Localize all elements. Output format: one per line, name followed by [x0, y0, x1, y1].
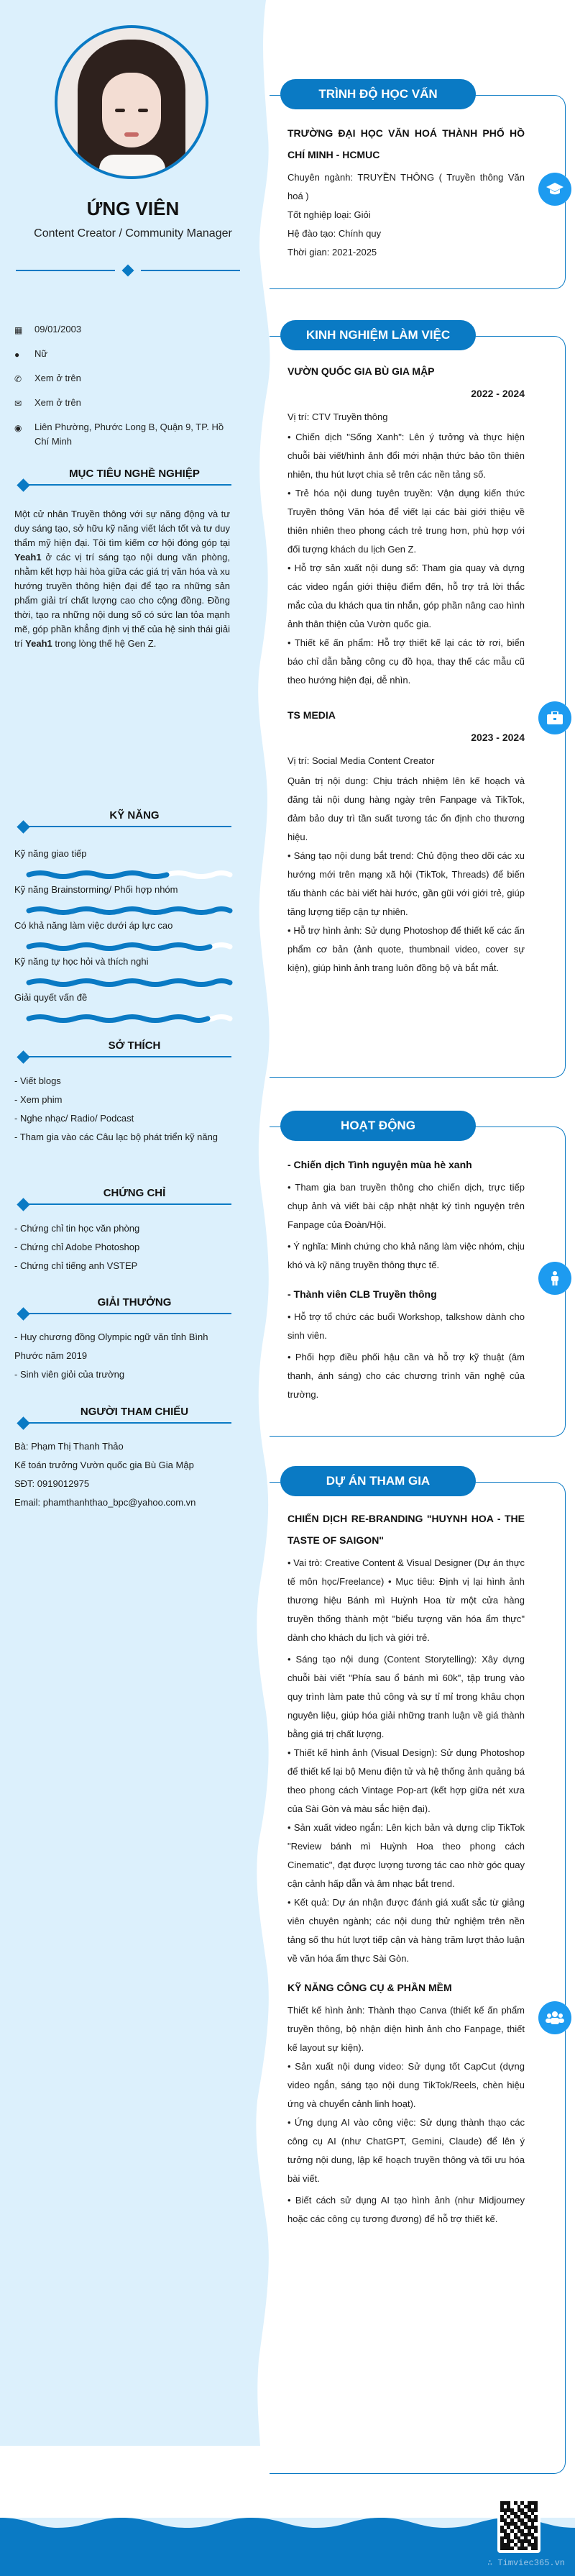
hobbies-list	[14, 1072, 230, 1147]
projects-body	[288, 1508, 525, 2229]
objective-heading: MỤC TIÊU NGHỀ NGHIỆP	[16, 468, 231, 489]
skill-progress-bar	[26, 870, 236, 879]
activity-bullet: • Ý nghĩa: Minh chứng cho khả năng làm việc nhóm, chịu khó và kỹ năng truyền thông thực tế.	[288, 1241, 525, 1270]
avatar-shirt	[99, 155, 165, 179]
project-bullet: • Kết quả: Dự án nhận được đánh giá xuất sắc từ giảng viên chuyên ngành; các nội dung thử nghiệm trên nền tảng số thu hút lượt tiếp cận và hàng trăm lượt thảo luận về văn hóa ẩm thực Sài Gòn.	[288, 1897, 525, 1964]
certificate-item: - Chứng chỉ tiếng anh VSTEP	[14, 1260, 138, 1271]
info-gender: ● Nữ	[14, 347, 230, 362]
skill-label: Kỹ năng Brainstorming/ Phối hợp nhóm	[14, 884, 178, 895]
hobby-item: - Viết blogs	[14, 1075, 61, 1086]
candidate-role: Content Creator / Community Manager	[34, 227, 232, 240]
tool-item: Thiết kế hình ảnh: Thành thạo Canva (thiết kế ấn phẩm truyền thông, bộ nhận diện hình ảnh cho Fanpage, thiết kế layout sự kiện).	[288, 2005, 525, 2053]
award-item: - Sinh viên giỏi của trường	[14, 1369, 125, 1380]
reference-title: Kế toán trưởng Vườn quốc gia Bù Gia Mập	[14, 1460, 194, 1470]
education-period: Thời gian: 2021-2025	[288, 247, 377, 258]
hobby-item: - Nghe nhạc/ Radio/ Podcast	[14, 1113, 134, 1124]
skill-label: Có khả năng làm việc dưới áp lực cao	[14, 920, 173, 931]
school-name: TRƯỜNG ĐẠI HỌC VĂN HOÁ THÀNH PHỐ HỒ CHÍ MINH - HCMUC	[288, 127, 525, 160]
personal-info	[14, 322, 230, 458]
skill-progress-bar	[26, 978, 236, 987]
activity-name: - Chiến dịch Tình nguyện mùa hè xanh	[288, 1159, 472, 1170]
group-icon	[538, 2001, 571, 2034]
awards-heading: GIẢI THƯỞNG	[16, 1296, 231, 1318]
project-bullet: • Sáng tạo nội dung (Content Storytelling): Xây dựng chuỗi bài viết "Phía sau ổ bánh mì 60k", tập trung vào quy trình làm pate thủ công và sự tỉ mỉ trong khâu chọn nguyên liệu, giúp hóa giải những tranh luận về giá thành bằng giá trị chất lượng.	[288, 1654, 525, 1739]
reference-email: Email: phamthanhthao_bpc@yahoo.com.vn	[14, 1497, 196, 1508]
skill-item	[14, 991, 230, 1023]
project-bullet: • Thiết kế hình ảnh (Visual Design): Sử dụng Photoshop để thiết kế lại bộ Menu điện tử và hệ thống ảnh quảng bá theo phong cách Vintage Pop-art (kết hợp giữa nét xưa của Sài Gòn và màu sắc hiện đại).	[288, 1747, 525, 1814]
skill-label: Kỹ năng tự học hỏi và thích nghi	[14, 956, 149, 967]
briefcase-icon	[538, 701, 571, 734]
qr-code	[497, 2498, 540, 2553]
tool-item: • Ứng dụng AI vào công việc: Sử dụng thành thạo các công cụ AI (như ChatGPT, Gemini, Claude) để lên ý tưởng nội dung, lập kế hoạch truyền thông và tối ưu hóa bài viết.	[288, 2117, 525, 2184]
activities-section	[270, 1111, 566, 1437]
skill-item	[14, 847, 230, 879]
job-bullet: Quản trị nội dung: Chịu trách nhiệm lên kế hoạch và đăng tải nội dung hàng ngày trên Fanpage và TikTok, đảm bảo duy trì tần suất tương tác ổn định cho thương hiệu.	[288, 775, 525, 842]
skill-item	[14, 955, 230, 987]
skill-label: Kỹ năng giao tiếp	[14, 848, 87, 859]
activity-bullet: • Tham gia ban truyền thông cho chiến dịch, trực tiếp chụp ảnh và viết bài cập nhật nhật ký tình nguyện trên Fanpage của Đoàn/Hội.	[288, 1182, 525, 1230]
job-period: 2023 - 2024	[471, 732, 525, 743]
job-bullet: • Thiết kế ấn phẩm: Hỗ trợ thiết kế lại các tờ rơi, biển báo chỉ dẫn bằng công cụ đồ họa, thay thế các mẫu cũ theo hướng hiện đại, dễ nhìn.	[288, 637, 525, 686]
certificate-item: - Chứng chỉ tin học văn phòng	[14, 1223, 140, 1234]
job-entry	[288, 704, 525, 978]
avatar-lips	[124, 132, 139, 137]
skill-progress-bar	[26, 942, 236, 951]
job-position: Vị trí: Social Media Content Creator	[288, 755, 435, 766]
activities-heading: HOẠT ĐỘNG	[280, 1111, 476, 1141]
candidate-name: ỨNG VIÊN	[86, 198, 180, 219]
user-icon: ●	[14, 350, 20, 360]
info-birthdate: ▦ 09/01/2003	[14, 322, 230, 337]
reference-name: Bà: Phạm Thị Thanh Thảo	[14, 1441, 124, 1452]
education-heading: TRÌNH ĐỘ HỌC VẤN	[280, 79, 476, 109]
hobbies-heading: SỞ THÍCH	[16, 1039, 231, 1061]
projects-heading: DỰ ÁN THAM GIA	[280, 1466, 476, 1496]
activity-bullet: • Phối hợp điều phối hậu cần và hỗ trợ kỹ thuật (âm thanh, ánh sáng) cho các chương trình văn nghệ của trường.	[288, 1352, 525, 1400]
awards-list	[14, 1328, 230, 1384]
tool-item: • Sản xuất nội dung video: Sử dụng tốt CapCut (dựng video ngắn, sáng tạo nội dung TikTok/Reels, chèn hiệu ứng và chuyển cảnh linh hoạt).	[288, 2061, 525, 2109]
experience-body	[288, 360, 525, 978]
avatar-eye	[138, 109, 148, 112]
education-section	[270, 79, 566, 289]
certificate-item: - Chứng chỉ Adobe Photoshop	[14, 1242, 140, 1252]
skill-progress-bar	[26, 1014, 236, 1023]
phone-icon: ✆	[14, 374, 22, 384]
references-list	[14, 1437, 230, 1512]
job-entry	[288, 360, 525, 690]
skill-item	[14, 883, 230, 915]
activity-name: - Thành viên CLB Truyền thông	[288, 1288, 437, 1300]
graduation-cap-icon	[538, 173, 571, 206]
title-divider	[16, 266, 240, 275]
education-grade: Tốt nghiệp loại: Giỏi	[288, 209, 371, 220]
projects-section	[270, 1466, 566, 2474]
tool-item: • Biết cách sử dụng AI tạo hình ảnh (như Midjourney hoặc các công cụ tương đương) để hỗ trợ thiết kế.	[288, 2195, 525, 2224]
job-bullet: • Chiến dịch "Sống Xanh": Lên ý tưởng và thực hiện chuỗi bài viết/hình ảnh đổi mới nhận thức bảo tồn thiên nhiên, thu hút lượt chia sẻ trên các nền tảng số.	[288, 432, 525, 480]
job-bullet: • Hỗ trợ hình ảnh: Sử dụng Photoshop để thiết kế các ấn phẩm cơ bản (ảnh quote, thumbnail video, cover sự kiện), giúp hình ảnh trang luôn đồng bộ và bắt mắt.	[288, 925, 525, 973]
activities-body	[288, 1154, 525, 1404]
activity-bullet: • Hỗ trợ tổ chức các buổi Workshop, talkshow dành cho sinh viên.	[288, 1311, 525, 1341]
qr-code-pattern	[500, 2501, 538, 2550]
skill-label: Giải quyết vấn đề	[14, 992, 88, 1003]
skill-item	[14, 919, 230, 951]
objective-text: Một cử nhân Truyền thông với sự năng động và tư duy sáng tạo, sở hữu kỹ năng viết lách tốt và tư duy thẩm mỹ hiện đại. Tôi tìm kiếm cơ hội đóng góp tại Yeah1 ở các vị trí sáng tạo nội dung văn phòng, nhằm kết hợp hài hòa giữa các giá trị văn hóa và xu hướng truyền thông hiện đại để tạo ra những sản phẩm giải trí chất lượng cao cho cộng đồng. Đồng thời, tạo ra những nội dung số có sức lan tỏa mạnh mẽ, góp phần khẳng định vị thế của hệ sinh thái giải trí Yeah1 trong lòng thế hệ Gen Z.	[14, 509, 230, 649]
job-bullet: • Sáng tạo nội dung bắt trend: Chủ động theo dõi các xu hướng mới trên mạng xã hội (TikTok, Threads) để biến tấu thành các bài viết hài hước, gần gũi với giới trẻ, giúp tăng lượng tiếp cận tự nhiên.	[288, 850, 525, 917]
project-bullet: • Sản xuất video ngắn: Lên kịch bản và dựng clip TikTok "Review bánh mì Huỳnh Hoa theo phong cách Cinematic", đạt được lượng tương tác cao nhờ góc quay cận cảnh hấp dẫn và âm nhạc bắt trend.	[288, 1822, 525, 1889]
experience-heading: KINH NGHIỆM LÀM VIỆC	[280, 320, 476, 350]
info-email: ✉ Xem ở trên	[14, 396, 230, 411]
skill-progress-bar	[26, 906, 236, 915]
person-icon	[538, 1262, 571, 1295]
hobby-item: - Xem phim	[14, 1094, 63, 1105]
project-bullet: • Vai trò: Creative Content & Visual Designer (Dự án thực tế môn học/Freelance) • Mục tiêu: Định vị lại hình ảnh thương hiệu Bánh mì Huỳnh Hoa từ một cửa hàng truyền thống thành một "biểu tượng văn hóa ẩm thực" dành cho khách du lịch và giới trẻ.	[288, 1557, 525, 1643]
references-heading: NGƯỜI THAM CHIẾU	[16, 1406, 231, 1427]
info-address: ◉ Liên Phường, Phước Long B, Quận 9, TP. Hồ Chí Minh	[14, 422, 224, 447]
hobby-item: - Tham gia vào các Câu lạc bộ phát triển kỹ năng	[14, 1132, 218, 1142]
avatar	[55, 25, 208, 179]
job-company: TS MEDIA	[288, 709, 336, 721]
tools-heading: KỸ NĂNG CÔNG CỤ & PHẦN MỀM	[288, 1982, 452, 1993]
job-company: VƯỜN QUỐC GIA BÙ GIA MẬP	[288, 365, 435, 377]
job-bullet: • Trẻ hóa nội dung tuyên truyền: Vận dụng kiến thức Truyền thông Văn hóa để viết lại các bài giới thiệu về thiên nhiên theo phong cách trẻ trung hơn, phù hợp với đối tượng khách du lịch Gen Z.	[288, 488, 525, 555]
award-item: - Huy chương đồng Olympic ngữ văn tỉnh Bình Phước năm 2019	[14, 1332, 208, 1361]
job-period: 2022 - 2024	[471, 388, 525, 399]
job-position: Vị trí: CTV Truyền thông	[288, 411, 388, 422]
experience-section	[270, 320, 566, 1078]
education-body	[288, 122, 525, 262]
certificates-heading: CHỨNG CHỈ	[16, 1187, 231, 1209]
job-bullet: • Hỗ trợ sản xuất nội dung số: Tham gia quay và dựng các video ngắn giới thiệu điểm đến, hỗ trợ trả lời thắc mắc của du khách qua tin nhắn, góp phần nâng cao hình ảnh thân thiện của Vườn quốc gia.	[288, 563, 525, 629]
education-major: Chuyên ngành: TRUYỀN THÔNG ( Truyền thông Văn hoá )	[288, 172, 525, 201]
email-icon: ✉	[14, 399, 22, 409]
skills-heading: KỸ NĂNG	[16, 809, 231, 831]
info-phone: ✆ Xem ở trên	[14, 371, 230, 386]
calendar-icon: ▦	[14, 325, 23, 335]
project-name: CHIẾN DỊCH RE-BRANDING "HUYNH HOA - THE TASTE OF SAIGON"	[288, 1513, 525, 1546]
location-icon: ◉	[14, 423, 22, 433]
education-mode: Hệ đào tạo: Chính quy	[288, 228, 382, 239]
watermark: ∴ Timviec365.vn	[487, 2558, 565, 2568]
reference-phone: SĐT: 0919012975	[14, 1478, 90, 1489]
avatar-eye	[115, 109, 125, 112]
certificates-list	[14, 1219, 230, 1275]
